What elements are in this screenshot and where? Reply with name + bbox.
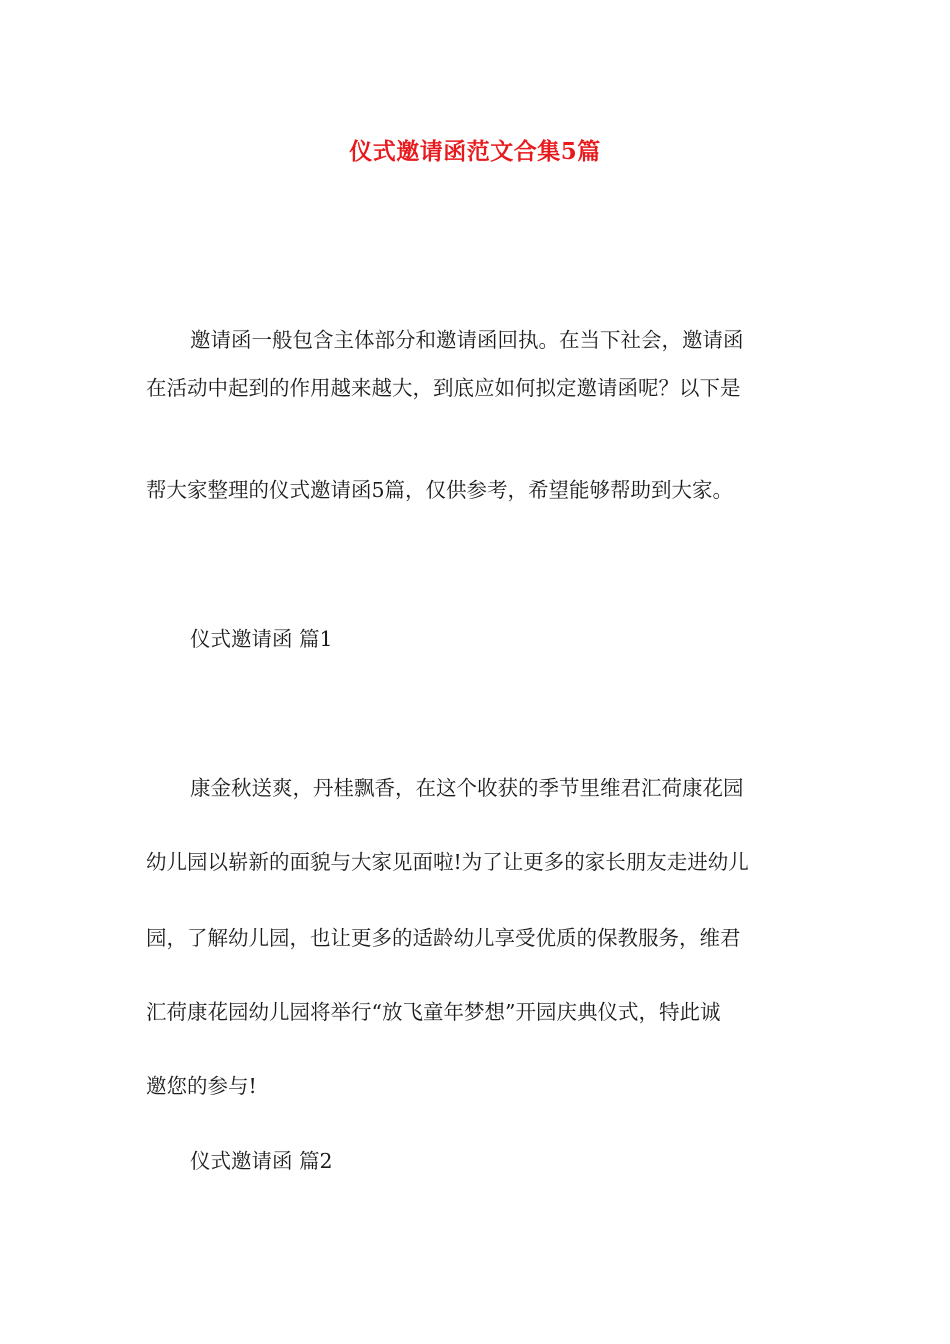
- section1-line-5: 邀您的参与!: [146, 1074, 257, 1098]
- intro-line-2: 在活动中起到的作用越来越大，到底应如何拟定邀请函呢？以下是: [146, 376, 741, 400]
- section1-line-4: 汇荷康花园幼儿园将举行“放飞童年梦想”开园庆典仪式，特此诚: [146, 1000, 721, 1024]
- section2-heading: 仪式邀请函 篇2: [190, 1149, 333, 1173]
- section1-line-3: 园，了解幼儿园，也让更多的适龄幼儿享受优质的保教服务，维君: [146, 926, 741, 950]
- section1-line-2: 幼儿园以崭新的面貌与大家见面啦!为了让更多的家长朋友走进幼儿: [146, 850, 749, 874]
- intro-line-1: 邀请函一般包含主体部分和邀请函回执。在当下社会，邀请函: [190, 328, 744, 352]
- section1-heading: 仪式邀请函 篇1: [190, 627, 333, 651]
- document-title: 仪式邀请函范文合集5篇: [349, 138, 601, 165]
- intro-line-3: 帮大家整理的仪式邀请函5篇，仅供参考，希望能够帮助到大家。: [146, 478, 734, 502]
- section1-line-1: 康金秋送爽，丹桂飘香，在这个收获的季节里维君汇荷康花园: [190, 776, 744, 800]
